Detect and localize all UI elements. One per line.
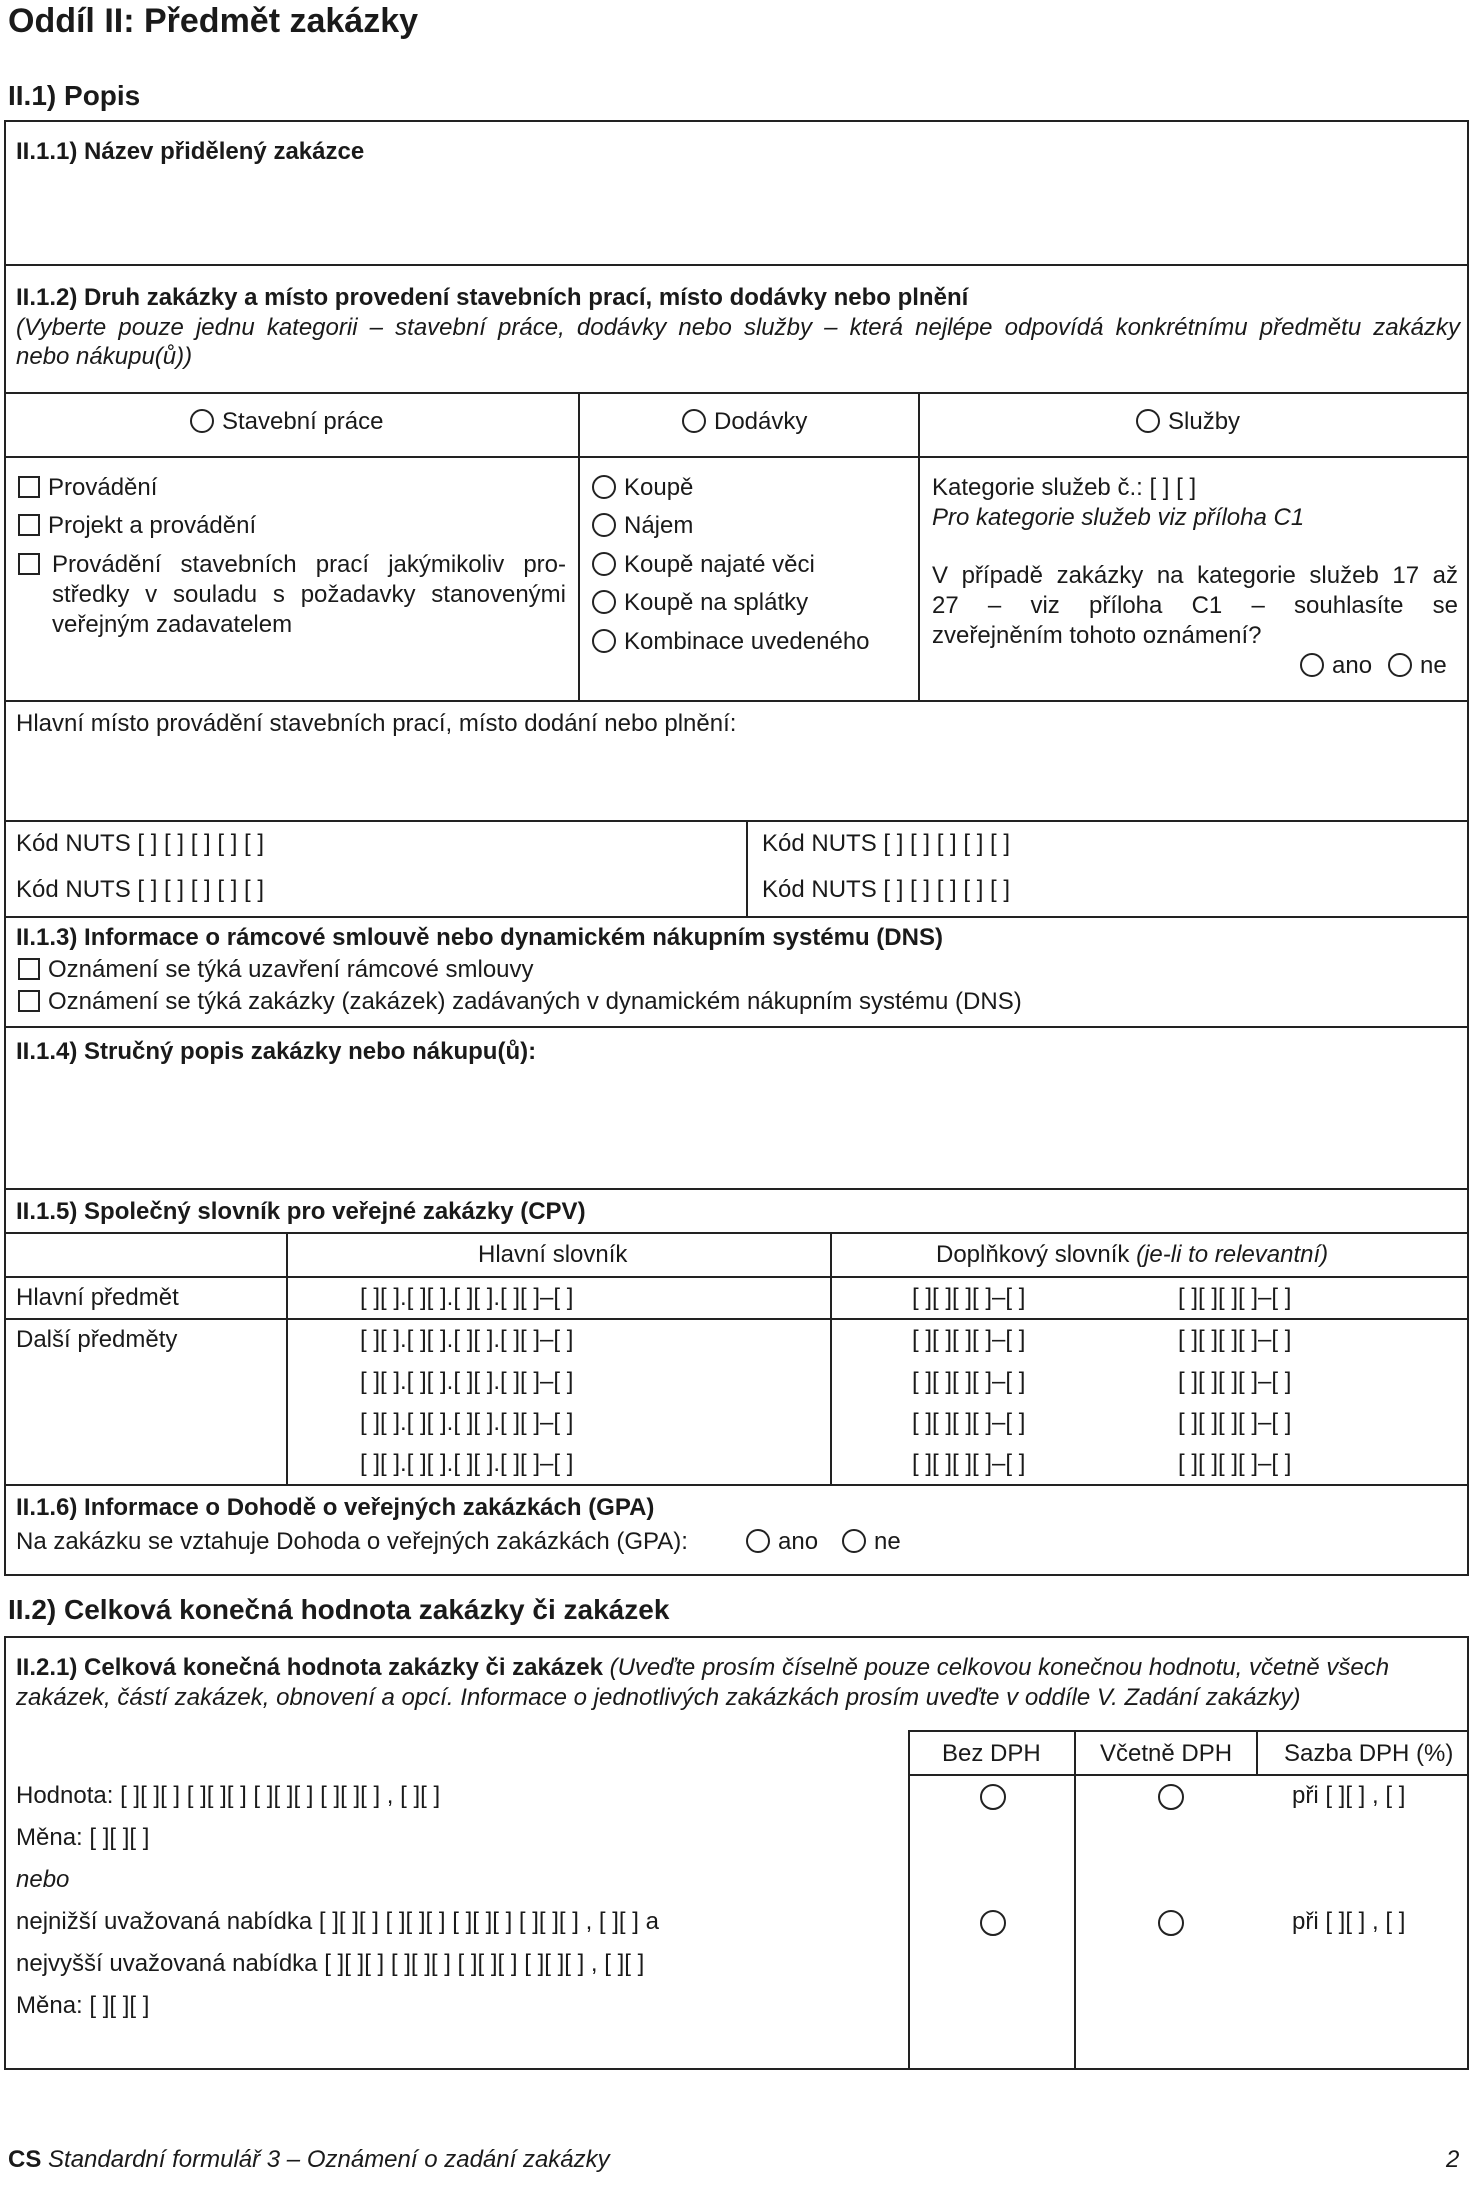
radio-lease-purchase[interactable]: Koupě najaté věci — [592, 551, 815, 579]
radio-icon[interactable] — [592, 590, 616, 614]
divider — [4, 1318, 1469, 1320]
radio-icon[interactable] — [980, 1910, 1006, 1936]
checkbox-icon[interactable] — [18, 476, 40, 498]
divider — [4, 1276, 1469, 1278]
short-description-label: II.1.4) Stručný popis zakázky nebo nákupu(ů): — [16, 1038, 537, 1065]
vat-rate-field[interactable]: při [ ][ ] , [ ] — [1292, 1908, 1406, 1935]
cpv-col-main: Hlavní slovník — [478, 1241, 628, 1268]
divider — [4, 456, 1469, 458]
footer-page-number: 2 — [1446, 2146, 1460, 2173]
checkbox-dynamic-purchasing[interactable]: Oznámení se týká zakázky (zakázek) zadávaných v dynamickém nákupním systému (DNS) — [18, 988, 1022, 1016]
highest-bid-row[interactable]: nejvyšší uvažovaná nabídka [ ][ ][ ] [ ][ ][ ] [ ][ ][ ] [ ][ ][ ] , [ ][ ] — [16, 1950, 645, 1977]
checkbox-icon[interactable] — [18, 514, 40, 536]
radio-icon[interactable] — [842, 1529, 866, 1553]
service-case-line3: zveřejněním tohoto oznámení? — [932, 622, 1262, 649]
divider — [908, 1730, 1469, 1732]
divider — [4, 1484, 1469, 1486]
cpv-main-code[interactable]: [ ][ ].[ ][ ].[ ][ ].[ ][ ]–[ ] — [360, 1284, 574, 1311]
cpv-row-other: Další předměty — [16, 1326, 178, 1353]
radio-consent-yes[interactable]: ano — [1300, 652, 1372, 680]
cpv-main-code[interactable]: [ ][ ].[ ][ ].[ ][ ].[ ][ ]–[ ] — [360, 1368, 574, 1395]
vat-rate-field[interactable]: při [ ][ ] , [ ] — [1292, 1782, 1406, 1809]
col-excl-vat: Bez DPH — [942, 1740, 1041, 1767]
radio-icon[interactable] — [1136, 409, 1160, 433]
cpv-supplementary-code[interactable]: [ ][ ][ ][ ]–[ ] — [912, 1326, 1026, 1353]
cpv-supplementary-code[interactable]: [ ][ ][ ][ ]–[ ] — [912, 1409, 1026, 1436]
radio-works[interactable]: Stavební práce — [190, 408, 383, 436]
col-vat-rate: Sazba DPH (%) — [1284, 1740, 1454, 1767]
framework-label: II.1.3) Informace o rámcové smlouvě nebo dynamickém nákupním systému (DNS) — [16, 924, 943, 951]
cpv-supplementary-code[interactable]: [ ][ ][ ][ ]–[ ] — [1178, 1409, 1292, 1436]
service-category: Kategorie služeb č.: [ ] [ ] — [932, 474, 1197, 501]
radio-icon[interactable] — [1158, 1910, 1184, 1936]
radio-excl-vat[interactable] — [980, 1784, 1014, 1813]
radio-icon[interactable] — [592, 629, 616, 653]
section-ii2-heading: II.2) Celková konečná hodnota zakázky či zakázek — [8, 1594, 670, 1625]
checkbox-icon[interactable] — [18, 553, 40, 575]
radio-icon[interactable] — [190, 409, 214, 433]
radio-gpa-yes[interactable]: ano — [746, 1528, 818, 1556]
checkbox-works-any-means[interactable] — [18, 551, 48, 579]
divider — [908, 1774, 1469, 1776]
divider — [746, 820, 748, 916]
cpv-main-code[interactable]: [ ][ ].[ ][ ].[ ][ ].[ ][ ]–[ ] — [360, 1450, 574, 1477]
radio-icon[interactable] — [1300, 653, 1324, 677]
nuts-code[interactable]: Kód NUTS [ ] [ ] [ ] [ ] [ ] — [762, 830, 1011, 857]
checkbox-icon[interactable] — [18, 958, 40, 980]
cpv-supplementary-code[interactable]: [ ][ ][ ][ ]–[ ] — [912, 1284, 1026, 1311]
divider — [4, 916, 1469, 918]
divider — [908, 1730, 910, 2070]
radio-icon[interactable] — [682, 409, 706, 433]
radio-icon[interactable] — [592, 513, 616, 537]
cpv-supplementary-code[interactable]: [ ][ ][ ][ ]–[ ] — [912, 1450, 1026, 1477]
radio-hire-purchase[interactable]: Koupě na splátky — [592, 589, 808, 617]
radio-combination[interactable]: Kombinace uvedeného — [592, 628, 870, 656]
radio-supplies[interactable]: Dodávky — [682, 408, 807, 436]
radio-icon[interactable] — [592, 552, 616, 576]
divider — [286, 1232, 288, 1484]
radio-services[interactable]: Služby — [1136, 408, 1240, 436]
lowest-bid-row[interactable]: nejnižší uvažovaná nabídka [ ][ ][ ] [ ][ ][ ] [ ][ ][ ] [ ][ ][ ] , [ ][ ] a — [16, 1908, 659, 1935]
radio-excl-vat[interactable] — [980, 1910, 1014, 1939]
place-label: Hlavní místo provádění stavebních prací, místo dodání nebo plnění: — [16, 710, 737, 737]
divider — [918, 392, 920, 700]
checkbox-icon[interactable] — [18, 990, 40, 1012]
cpv-supplementary-code[interactable]: [ ][ ][ ][ ]–[ ] — [912, 1368, 1026, 1395]
cpv-main-code[interactable]: [ ][ ].[ ][ ].[ ][ ].[ ][ ]–[ ] — [360, 1326, 574, 1353]
or-label: nebo — [16, 1866, 70, 1893]
cpv-row-main: Hlavní předmět — [16, 1284, 179, 1311]
divider — [1256, 1730, 1258, 1774]
nuts-code[interactable]: Kód NUTS [ ] [ ] [ ] [ ] [ ] — [16, 830, 265, 857]
cpv-supplementary-code[interactable]: [ ][ ][ ][ ]–[ ] — [1178, 1326, 1292, 1353]
radio-incl-vat[interactable] — [1158, 1910, 1192, 1939]
section-title: Oddíl II: Předmět zakázky — [8, 2, 419, 40]
divider — [4, 700, 1469, 702]
checkbox-framework-agreement[interactable]: Oznámení se týká uzavření rámcové smlouvy — [18, 956, 534, 984]
radio-icon[interactable] — [1388, 653, 1412, 677]
service-category-see: Pro kategorie služeb viz příloha C1 — [932, 504, 1305, 531]
cpv-supplementary-code[interactable]: [ ][ ][ ][ ]–[ ] — [1178, 1450, 1292, 1477]
gpa-question: Na zakázku se vztahuje Dohoda o veřejných zakázkách (GPA): — [16, 1528, 688, 1555]
name-label: II.1.1) Název přidělený zakázce — [16, 138, 365, 165]
gpa-label: II.1.6) Informace o Dohodě o veřejných zakázkách (GPA) — [16, 1494, 655, 1521]
works-long-line3: veřejným zadavatelem — [52, 611, 293, 638]
footer-form-name: CS Standardní formulář 3 – Oznámení o zadání zakázky — [8, 2146, 610, 2173]
divider — [4, 1232, 1469, 1234]
col-incl-vat: Včetně DPH — [1100, 1740, 1233, 1767]
cpv-main-code[interactable]: [ ][ ].[ ][ ].[ ][ ].[ ][ ]–[ ] — [360, 1409, 574, 1436]
type-note-line2: nebo nákupu(ů)) — [16, 343, 193, 370]
nuts-code[interactable]: Kód NUTS [ ] [ ] [ ] [ ] [ ] — [762, 876, 1011, 903]
value-row[interactable]: Hodnota: [ ][ ][ ] [ ][ ][ ] [ ][ ][ ] [ ][ ][ ] , [ ][ ] — [16, 1782, 441, 1809]
radio-icon[interactable] — [592, 475, 616, 499]
value-label-line1: II.2.1) Celková konečná hodnota zakázky či zakázek (Uveďte prosím číselně pouze celkovou konečnou hodnotu, včetně všech — [16, 1654, 1390, 1681]
radio-icon[interactable] — [746, 1529, 770, 1553]
divider — [1074, 1730, 1076, 2070]
cpv-supplementary-code[interactable]: [ ][ ][ ][ ]–[ ] — [1178, 1368, 1292, 1395]
divider — [830, 1232, 832, 1484]
divider — [578, 392, 580, 700]
radio-consent-no[interactable]: ne — [1388, 652, 1447, 680]
checkbox-works-execution[interactable]: Provádění — [18, 474, 157, 502]
value-note-line2: zakázek, částí zakázek, obnovení a opcí. Informace o jednotlivých zakázkách prosím uveďte v oddíle V. Zadání zakázky) — [16, 1684, 1301, 1711]
service-case-line1: V případě zakázky na kategorie služeb 17 až — [932, 562, 1458, 589]
cpv-label: II.1.5) Společný slovník pro veřejné zakázky (CPV) — [16, 1198, 586, 1225]
radio-purchase[interactable]: Koupě — [592, 474, 693, 502]
works-long-line2: středky v souladu s požadavky stanovenými — [52, 581, 566, 608]
cpv-col-supplementary: Doplňkový slovník (je-li to relevantní) — [936, 1241, 1329, 1268]
nuts-code[interactable]: Kód NUTS [ ] [ ] [ ] [ ] [ ] — [16, 876, 265, 903]
checkbox-works-design-execution[interactable]: Projekt a provádění — [18, 512, 256, 540]
currency-row[interactable]: Měna: [ ][ ][ ] — [16, 1824, 150, 1851]
radio-rental[interactable]: Nájem — [592, 512, 693, 540]
radio-incl-vat[interactable] — [1158, 1784, 1192, 1813]
divider — [4, 392, 1469, 394]
service-case-line2: 27 – viz příloha C1 – souhlasíte se — [932, 592, 1458, 619]
radio-icon[interactable] — [980, 1784, 1006, 1810]
currency-row[interactable]: Měna: [ ][ ][ ] — [16, 1992, 150, 2019]
type-label: II.1.2) Druh zakázky a místo provedení stavebních prací, místo dodávky nebo plnění — [16, 284, 969, 311]
type-note-line1: (Vyberte pouze jednu kategorii – stavební práce, dodávky nebo služby – která nejlépe odpovídá konkrétnímu předmětu zakázky — [16, 314, 1460, 341]
section-ii1-heading: II.1) Popis — [8, 80, 141, 111]
cpv-supplementary-code[interactable]: [ ][ ][ ][ ]–[ ] — [1178, 1284, 1292, 1311]
radio-gpa-no[interactable]: ne — [842, 1528, 901, 1556]
divider — [4, 1026, 1469, 1028]
works-long-line1: Provádění stavebních prací jakýmikoliv pro- — [52, 551, 566, 578]
divider — [4, 1188, 1469, 1190]
divider — [4, 820, 1469, 822]
divider — [4, 264, 1469, 266]
radio-icon[interactable] — [1158, 1784, 1184, 1810]
